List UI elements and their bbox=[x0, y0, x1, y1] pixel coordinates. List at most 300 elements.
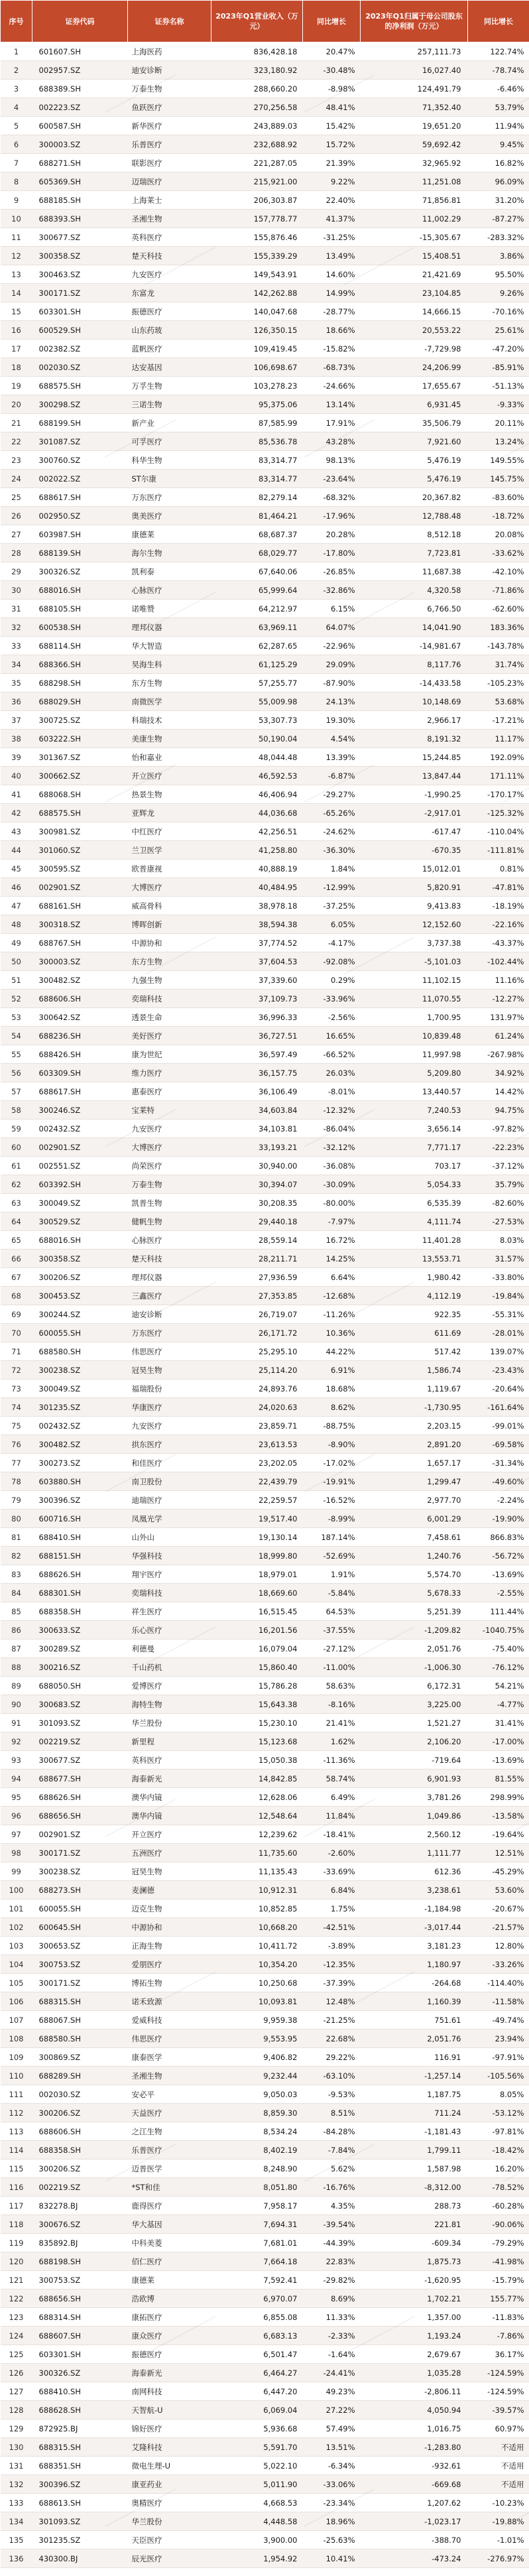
cell-profit-growth: -55.31% bbox=[468, 1305, 529, 1324]
cell-name: 华兰股份 bbox=[128, 2512, 211, 2531]
cell-profit-growth: 23.94% bbox=[468, 2029, 529, 2048]
cell-index: 115 bbox=[1, 2159, 32, 2178]
cell-revenue-growth: 16.72% bbox=[303, 1231, 361, 1250]
cell-revenue: 53,307.73 bbox=[211, 711, 303, 730]
cell-net-profit: 116.91 bbox=[361, 2048, 468, 2067]
cell-name: 新华医疗 bbox=[128, 117, 211, 135]
cell-revenue: 323,180.92 bbox=[211, 61, 303, 80]
cell-name: 万泰生物 bbox=[128, 1175, 211, 1194]
cell-code: 300396.SZ bbox=[32, 2475, 128, 2494]
table-header bbox=[1, 1, 529, 42]
cell-index: 95 bbox=[1, 1788, 32, 1807]
cell-name: 凤凰光学 bbox=[128, 1510, 211, 1528]
cell-revenue-growth: 17.91% bbox=[303, 414, 361, 432]
cell-name: 海尔生物 bbox=[128, 544, 211, 562]
cell-profit-growth: -53.12% bbox=[468, 2104, 529, 2122]
cell-code: 688606.SH bbox=[32, 990, 128, 1008]
cell-net-profit: 1,586.74 bbox=[361, 1361, 468, 1380]
cell-index: 18 bbox=[1, 358, 32, 377]
cell-revenue-growth: 9.22% bbox=[303, 172, 361, 191]
cell-index: 5 bbox=[1, 117, 32, 135]
cell-name: 康拓医疗 bbox=[128, 2308, 211, 2327]
cell-revenue-growth: -12.99% bbox=[303, 878, 361, 897]
cell-profit-growth: -17.00% bbox=[468, 1732, 529, 1751]
cell-profit-growth: -124.59% bbox=[468, 2382, 529, 2401]
cell-name: 九安医疗 bbox=[128, 1417, 211, 1435]
cell-revenue-growth: 13.49% bbox=[303, 247, 361, 265]
cell-net-profit: -264.68 bbox=[361, 1974, 468, 1992]
cell-profit-growth: -19.84% bbox=[468, 1287, 529, 1305]
cell-net-profit: -1,184.98 bbox=[361, 1900, 468, 1918]
cell-revenue: 81,464.21 bbox=[211, 507, 303, 525]
cell-net-profit: 11,401.28 bbox=[361, 1231, 468, 1250]
cell-code: 600055.SH bbox=[32, 1324, 128, 1342]
table-row bbox=[1, 730, 529, 748]
cell-revenue: 68,029.77 bbox=[211, 544, 303, 562]
cell-index: 78 bbox=[1, 1472, 32, 1491]
table-row bbox=[1, 878, 529, 897]
cell-revenue-growth: 4.35% bbox=[303, 2197, 361, 2215]
cell-profit-growth: -2.24% bbox=[468, 1491, 529, 1510]
cell-revenue-growth: -87.90% bbox=[303, 674, 361, 692]
cell-index: 12 bbox=[1, 247, 32, 265]
cell-index: 48 bbox=[1, 915, 32, 934]
cell-name: 五洲医疗 bbox=[128, 1844, 211, 1862]
cell-profit-growth: -19.64% bbox=[468, 1825, 529, 1844]
cell-revenue: 82,279.14 bbox=[211, 488, 303, 507]
cell-revenue: 50,190.04 bbox=[211, 730, 303, 748]
cell-index: 7 bbox=[1, 154, 32, 172]
cell-name: ST尔康 bbox=[128, 470, 211, 488]
cell-profit-growth: -33.80% bbox=[468, 1268, 529, 1287]
cell-net-profit: 11,002.29 bbox=[361, 210, 468, 228]
cell-revenue-growth: -30.48% bbox=[303, 61, 361, 80]
cell-name: 美康生物 bbox=[128, 730, 211, 748]
header-revenue: 2023年Q1营业收入（万元） bbox=[211, 1, 303, 42]
cell-code: 300753.SZ bbox=[32, 2271, 128, 2289]
cell-net-profit: 6,535.39 bbox=[361, 1194, 468, 1212]
table-row bbox=[1, 1751, 529, 1770]
cell-code: 300482.SZ bbox=[32, 1435, 128, 1454]
cell-net-profit: 1,521.27 bbox=[361, 1714, 468, 1732]
cell-revenue-growth: 6.84% bbox=[303, 1881, 361, 1900]
cell-net-profit: 1,240.76 bbox=[361, 1547, 468, 1565]
cell-revenue: 6,447.20 bbox=[211, 2382, 303, 2401]
cell-profit-growth: -4.77% bbox=[468, 1695, 529, 1714]
cell-profit-growth: -283.32% bbox=[468, 228, 529, 247]
cell-net-profit: 32,965.92 bbox=[361, 154, 468, 172]
cell-net-profit: 1,587.98 bbox=[361, 2159, 468, 2178]
cell-index: 131 bbox=[1, 2457, 32, 2475]
cell-profit-growth: 866.83% bbox=[468, 1528, 529, 1547]
cell-profit-growth: -71.86% bbox=[468, 581, 529, 600]
cell-code: 688358.SH bbox=[32, 2141, 128, 2159]
cell-revenue-growth: -23.34% bbox=[303, 2494, 361, 2512]
cell-name: 山东药玻 bbox=[128, 321, 211, 340]
cell-net-profit: 711.24 bbox=[361, 2104, 468, 2122]
cell-code: 300003.SZ bbox=[32, 135, 128, 154]
cell-profit-growth: -114.40% bbox=[468, 1974, 529, 1992]
cell-revenue-growth: 49.23% bbox=[303, 2382, 361, 2401]
table-row bbox=[1, 2178, 529, 2197]
cell-net-profit: -617.47 bbox=[361, 822, 468, 841]
cell-code: 688315.SH bbox=[32, 1992, 128, 2011]
cell-revenue: 14,842.85 bbox=[211, 1770, 303, 1788]
cell-index: 22 bbox=[1, 432, 32, 451]
cell-revenue-growth: -21.25% bbox=[303, 2011, 361, 2029]
cell-index: 130 bbox=[1, 2438, 32, 2457]
cell-profit-growth: 53.60% bbox=[468, 1881, 529, 1900]
cell-revenue-growth: 21.39% bbox=[303, 154, 361, 172]
cell-net-profit: 1,016.75 bbox=[361, 2419, 468, 2438]
cell-net-profit: 2,977.70 bbox=[361, 1491, 468, 1510]
cell-name: 凯利泰 bbox=[128, 562, 211, 581]
cell-net-profit: 3,781.26 bbox=[361, 1788, 468, 1807]
cell-net-profit: 20,367.82 bbox=[361, 488, 468, 507]
cell-name: 冠昊生物 bbox=[128, 1862, 211, 1881]
cell-revenue: 16,079.04 bbox=[211, 1640, 303, 1658]
cell-code: 688626.SH bbox=[32, 1565, 128, 1584]
cell-net-profit: 1,299.47 bbox=[361, 1472, 468, 1491]
cell-code: 002223.SZ bbox=[32, 98, 128, 117]
table-row bbox=[1, 377, 529, 395]
cell-name: 可孚医疗 bbox=[128, 432, 211, 451]
cell-profit-growth: 94.75% bbox=[468, 1101, 529, 1120]
cell-profit-growth: -39.57% bbox=[468, 2401, 529, 2419]
cell-index: 67 bbox=[1, 1268, 32, 1287]
cell-net-profit: 6,172.31 bbox=[361, 1677, 468, 1695]
cell-index: 15 bbox=[1, 302, 32, 321]
cell-net-profit: 1,180.97 bbox=[361, 1955, 468, 1974]
cell-profit-growth: 122.74% bbox=[468, 42, 529, 61]
cell-revenue-growth: 41.37% bbox=[303, 210, 361, 228]
cell-profit-growth: -19.90% bbox=[468, 1510, 529, 1528]
cell-profit-growth: 145.75% bbox=[468, 470, 529, 488]
cell-code: 688016.SH bbox=[32, 1231, 128, 1250]
table-row bbox=[1, 525, 529, 544]
cell-revenue-growth: -33.96% bbox=[303, 990, 361, 1008]
cell-code: 300396.SZ bbox=[32, 1491, 128, 1510]
cell-name: 楚天科技 bbox=[128, 1250, 211, 1268]
cell-name: 楚天科技 bbox=[128, 247, 211, 265]
cell-net-profit: 6,766.50 bbox=[361, 600, 468, 618]
table-row bbox=[1, 2364, 529, 2382]
cell-revenue: 12,628.06 bbox=[211, 1788, 303, 1807]
cell-index: 135 bbox=[1, 2531, 32, 2549]
cell-net-profit: 17,655.67 bbox=[361, 377, 468, 395]
cell-revenue-growth: 57.49% bbox=[303, 2419, 361, 2438]
cell-name: 振德医疗 bbox=[128, 302, 211, 321]
cell-revenue: 34,103.81 bbox=[211, 1120, 303, 1138]
cell-revenue: 95,375.06 bbox=[211, 395, 303, 414]
cell-code: 300206.SZ bbox=[32, 2104, 128, 2122]
cell-code: 688580.SH bbox=[32, 1342, 128, 1361]
cell-name: 开立医疗 bbox=[128, 767, 211, 785]
cell-profit-growth: 9.45% bbox=[468, 135, 529, 154]
cell-index: 26 bbox=[1, 507, 32, 525]
cell-profit-growth: 8.03% bbox=[468, 1231, 529, 1250]
cell-revenue-growth: 13.51% bbox=[303, 2438, 361, 2457]
cell-net-profit: 5,209.80 bbox=[361, 1064, 468, 1082]
cell-profit-growth: -60.28% bbox=[468, 2197, 529, 2215]
table-row bbox=[1, 1825, 529, 1844]
cell-net-profit: 11,687.38 bbox=[361, 562, 468, 581]
table-row bbox=[1, 61, 529, 80]
cell-revenue: 5,936.68 bbox=[211, 2419, 303, 2438]
header-revenue-growth: 同比增长 bbox=[303, 1, 361, 42]
cell-revenue-growth: 10.41% bbox=[303, 2549, 361, 2568]
cell-revenue: 9,959.38 bbox=[211, 2011, 303, 2029]
cell-revenue: 26,719.07 bbox=[211, 1305, 303, 1324]
cell-net-profit: 15,244.85 bbox=[361, 748, 468, 767]
cell-name: 九安医疗 bbox=[128, 265, 211, 284]
cell-net-profit: 1,799.11 bbox=[361, 2141, 468, 2159]
cell-index: 30 bbox=[1, 581, 32, 600]
cell-name: 福瑞股份 bbox=[128, 1380, 211, 1398]
cell-revenue: 36,597.49 bbox=[211, 1045, 303, 1064]
cell-profit-growth: 61.24% bbox=[468, 1027, 529, 1045]
cell-code: 600529.SH bbox=[32, 321, 128, 340]
table-row bbox=[1, 2419, 529, 2438]
cell-name: 乐心医疗 bbox=[128, 1621, 211, 1640]
table-row bbox=[1, 822, 529, 841]
cell-name: 海泰新光 bbox=[128, 2364, 211, 2382]
cell-profit-growth: -78.52% bbox=[468, 2178, 529, 2197]
cell-profit-growth: -10.23% bbox=[468, 2494, 529, 2512]
cell-revenue: 15,230.10 bbox=[211, 1714, 303, 1732]
cell-name: 透景生命 bbox=[128, 1008, 211, 1027]
cell-index: 128 bbox=[1, 2401, 32, 2419]
cell-profit-growth: -18.42% bbox=[468, 2141, 529, 2159]
cell-revenue-growth: -68.32% bbox=[303, 488, 361, 507]
cell-revenue-growth: 22.40% bbox=[303, 191, 361, 210]
cell-revenue-growth: -29.27% bbox=[303, 785, 361, 804]
cell-net-profit: 71,352.40 bbox=[361, 98, 468, 117]
cell-revenue-growth: -31.25% bbox=[303, 228, 361, 247]
table-row bbox=[1, 488, 529, 507]
cell-revenue-growth: 19.30% bbox=[303, 711, 361, 730]
cell-profit-growth: -42.10% bbox=[468, 562, 529, 581]
cell-name: 心脉医疗 bbox=[128, 1231, 211, 1250]
cell-index: 19 bbox=[1, 377, 32, 395]
cell-net-profit: 1,657.17 bbox=[361, 1454, 468, 1472]
cell-profit-growth: -17.21% bbox=[468, 711, 529, 730]
cell-revenue: 6,464.27 bbox=[211, 2364, 303, 2382]
cell-name: 理邦仪器 bbox=[128, 618, 211, 637]
cell-profit-growth: -11.83% bbox=[468, 2308, 529, 2327]
cell-name: 南微医学 bbox=[128, 692, 211, 711]
table-row bbox=[1, 2234, 529, 2252]
cell-name: 开立医疗 bbox=[128, 1825, 211, 1844]
cell-revenue-growth: 26.03% bbox=[303, 1064, 361, 1082]
table-row bbox=[1, 2215, 529, 2234]
cell-profit-growth: -11.58% bbox=[468, 1992, 529, 2011]
cell-name: 伟思医疗 bbox=[128, 2029, 211, 2048]
cell-code: 688617.SH bbox=[32, 1082, 128, 1101]
cell-net-profit: 517.42 bbox=[361, 1342, 468, 1361]
cell-net-profit: 4,112.19 bbox=[361, 1287, 468, 1305]
table-row bbox=[1, 247, 529, 265]
cell-code: 300595.SZ bbox=[32, 860, 128, 878]
cell-index: 29 bbox=[1, 562, 32, 581]
cell-code: 600538.SH bbox=[32, 618, 128, 637]
cell-index: 82 bbox=[1, 1547, 32, 1565]
cell-index: 36 bbox=[1, 692, 32, 711]
cell-code: 002382.SZ bbox=[32, 340, 128, 358]
cell-revenue-growth: 1.75% bbox=[303, 1900, 361, 1918]
cell-revenue-growth: -6.87% bbox=[303, 767, 361, 785]
cell-profit-growth: -90.06% bbox=[468, 2215, 529, 2234]
cell-net-profit: -719.64 bbox=[361, 1751, 468, 1770]
cell-code: 002219.SZ bbox=[32, 2178, 128, 2197]
cell-name: 锦好医疗 bbox=[128, 2419, 211, 2438]
cell-name: 康德莱 bbox=[128, 2271, 211, 2289]
cell-index: 133 bbox=[1, 2494, 32, 2512]
cell-net-profit: 703.17 bbox=[361, 1157, 468, 1175]
header-profit-growth: 同比增长 bbox=[468, 1, 529, 42]
table-row bbox=[1, 1900, 529, 1918]
table-row bbox=[1, 655, 529, 674]
cell-revenue-growth: -7.97% bbox=[303, 1212, 361, 1231]
cell-code: 688016.SH bbox=[32, 581, 128, 600]
table-row bbox=[1, 934, 529, 952]
cell-revenue: 62,287.65 bbox=[211, 637, 303, 655]
cell-code: 688050.SH bbox=[32, 1677, 128, 1695]
cell-code: 688068.SH bbox=[32, 785, 128, 804]
cell-revenue-growth: 14.99% bbox=[303, 284, 361, 302]
cell-code: 688315.SH bbox=[32, 2438, 128, 2457]
cell-index: 74 bbox=[1, 1398, 32, 1417]
cell-net-profit: 5,820.91 bbox=[361, 878, 468, 897]
cell-code: 300238.SZ bbox=[32, 1361, 128, 1380]
cell-index: 38 bbox=[1, 730, 32, 748]
header-row bbox=[1, 1, 529, 42]
cell-name: 利德曼 bbox=[128, 1640, 211, 1658]
cell-net-profit: -1,006.30 bbox=[361, 1658, 468, 1677]
table-row bbox=[1, 2252, 529, 2271]
cell-name: 华强科技 bbox=[128, 1547, 211, 1565]
table-row bbox=[1, 785, 529, 804]
cell-index: 57 bbox=[1, 1082, 32, 1101]
table-row bbox=[1, 711, 529, 730]
table-row bbox=[1, 2475, 529, 2494]
cell-revenue-growth: -44.39% bbox=[303, 2234, 361, 2252]
cell-name: 科华生物 bbox=[128, 451, 211, 470]
cell-revenue-growth: -68.73% bbox=[303, 358, 361, 377]
cell-revenue-growth: -12.68% bbox=[303, 1287, 361, 1305]
cell-revenue: 42,256.51 bbox=[211, 822, 303, 841]
cell-profit-growth: -15.79% bbox=[468, 2271, 529, 2289]
cell-index: 68 bbox=[1, 1287, 32, 1305]
table-row bbox=[1, 2011, 529, 2029]
cell-code: 688410.SH bbox=[32, 1528, 128, 1547]
cell-code: 002901.SZ bbox=[32, 878, 128, 897]
table-row bbox=[1, 2345, 529, 2364]
cell-code: 603392.SH bbox=[32, 1175, 128, 1194]
cell-code: 300244.SZ bbox=[32, 1305, 128, 1324]
cell-index: 69 bbox=[1, 1305, 32, 1324]
cell-revenue-growth: -8.99% bbox=[303, 1510, 361, 1528]
cell-code: 300171.SZ bbox=[32, 1974, 128, 1992]
table-row bbox=[1, 1082, 529, 1101]
cell-revenue: 215,921.00 bbox=[211, 172, 303, 191]
table-row bbox=[1, 2512, 529, 2531]
cell-revenue: 8,534.24 bbox=[211, 2122, 303, 2141]
cell-revenue: 8,051.80 bbox=[211, 2178, 303, 2197]
table-row bbox=[1, 2159, 529, 2178]
cell-index: 124 bbox=[1, 2327, 32, 2345]
cell-revenue-growth: -37.55% bbox=[303, 1621, 361, 1640]
cell-revenue: 126,350.15 bbox=[211, 321, 303, 340]
cell-revenue: 157,778.77 bbox=[211, 210, 303, 228]
cell-net-profit: -669.68 bbox=[361, 2475, 468, 2494]
cell-revenue: 25,114.20 bbox=[211, 1361, 303, 1380]
cell-net-profit: 2,051.76 bbox=[361, 2029, 468, 2048]
cell-code: 301093.SZ bbox=[32, 2512, 128, 2531]
cell-name: 博拓生物 bbox=[128, 1974, 211, 1992]
cell-revenue-growth: -8.16% bbox=[303, 1695, 361, 1714]
cell-code: 301367.SZ bbox=[32, 748, 128, 767]
cell-index: 99 bbox=[1, 1862, 32, 1881]
cell-revenue: 7,664.18 bbox=[211, 2252, 303, 2271]
cell-profit-growth: -49.60% bbox=[468, 1472, 529, 1491]
table-row bbox=[1, 1305, 529, 1324]
cell-revenue-growth: -16.76% bbox=[303, 2178, 361, 2197]
cell-net-profit: 124,491.79 bbox=[361, 80, 468, 98]
cell-code: 300358.SZ bbox=[32, 1250, 128, 1268]
cell-name: 蓝帆医疗 bbox=[128, 340, 211, 358]
cell-name: 兰卫医学 bbox=[128, 841, 211, 860]
cell-index: 123 bbox=[1, 2308, 32, 2327]
cell-code: 002432.SZ bbox=[32, 1417, 128, 1435]
cell-revenue-growth: -88.75% bbox=[303, 1417, 361, 1435]
cell-name: 之江生物 bbox=[128, 2122, 211, 2141]
cell-index: 53 bbox=[1, 1008, 32, 1027]
cell-code: 603309.SH bbox=[32, 1064, 128, 1082]
cell-index: 13 bbox=[1, 265, 32, 284]
cell-revenue-growth: 8.62% bbox=[303, 1398, 361, 1417]
cell-revenue: 19,517.40 bbox=[211, 1510, 303, 1528]
cell-profit-growth: 不适用 bbox=[468, 2438, 529, 2457]
cell-name: 康泰医学 bbox=[128, 2048, 211, 2067]
cell-name: 拱东医疗 bbox=[128, 1435, 211, 1454]
cell-index: 76 bbox=[1, 1435, 32, 1454]
cell-code: 688677.SH bbox=[32, 1770, 128, 1788]
cell-revenue-growth: -27.12% bbox=[303, 1640, 361, 1658]
cell-name: 奥美医疗 bbox=[128, 507, 211, 525]
cell-index: 32 bbox=[1, 618, 32, 637]
cell-index: 65 bbox=[1, 1231, 32, 1250]
cell-index: 56 bbox=[1, 1064, 32, 1082]
cell-net-profit: -1,209.82 bbox=[361, 1621, 468, 1640]
table-row bbox=[1, 358, 529, 377]
cell-profit-growth: 192.09% bbox=[468, 748, 529, 767]
cell-net-profit: 3,238.61 bbox=[361, 1881, 468, 1900]
cell-net-profit: 4,111.74 bbox=[361, 1212, 468, 1231]
cell-revenue: 9,050.03 bbox=[211, 2085, 303, 2104]
cell-code: 872925.BJ bbox=[32, 2419, 128, 2438]
cell-profit-growth: -170.17% bbox=[468, 785, 529, 804]
cell-revenue: 27,353.85 bbox=[211, 1287, 303, 1305]
cell-revenue: 36,106.49 bbox=[211, 1082, 303, 1101]
cell-revenue: 33,193.21 bbox=[211, 1138, 303, 1157]
cell-code: 002901.SZ bbox=[32, 1825, 128, 1844]
cell-index: 86 bbox=[1, 1621, 32, 1640]
cell-index: 39 bbox=[1, 748, 32, 767]
cell-index: 96 bbox=[1, 1807, 32, 1825]
cell-index: 118 bbox=[1, 2215, 32, 2234]
cell-index: 14 bbox=[1, 284, 32, 302]
